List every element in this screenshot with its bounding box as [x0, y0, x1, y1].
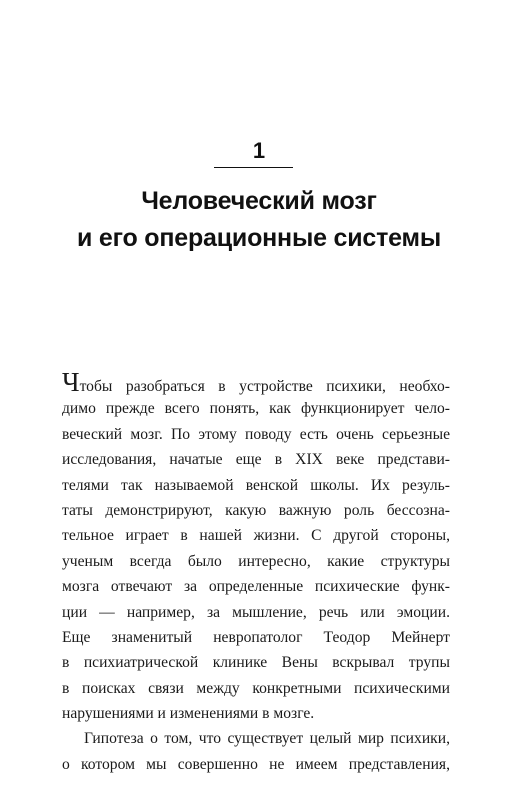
chapter-number: 1 — [252, 138, 266, 163]
chapter-title — [0, 183, 518, 257]
text-line: таты демонстрируют, какую важную роль бессозна- — [62, 501, 450, 519]
paragraph-1 — [62, 367, 450, 726]
text-line: ученым всегда было интересно, какие структуры — [62, 552, 450, 570]
paragraph-2 — [62, 726, 450, 777]
chapter-title-line-1: Человеческий мозг — [141, 187, 377, 215]
text-line: веческий мозг. По этому поводу есть очень серьезные — [62, 425, 450, 443]
chapter-title-line-2: и его операционные системы — [76, 224, 441, 252]
text-line: мозга отвечают за определенные психические функ- — [62, 578, 450, 596]
text-line: Еще знаменитый невропатолог Теодор Мейнерт — [62, 628, 450, 646]
drop-cap: Ч — [62, 367, 80, 397]
text-line — [62, 367, 450, 397]
text-line: в поисках связи между конкретными психическими — [62, 679, 450, 697]
text-line: телями так называемой венской школы. Их резуль- — [62, 476, 450, 494]
text-line: в психиатрической клинике Вены вскрывал трупы — [62, 654, 450, 672]
text-line: тельное играет в нашей жизни. С другой стороны, — [62, 527, 450, 545]
text-line: нарушениями и изменениями в мозге. — [62, 705, 315, 723]
text-line: о котором мы совершенно не имеем представления, — [62, 755, 450, 773]
text-line-content: тобы разобраться в устройстве психики, необхо- — [79, 378, 450, 395]
text-line: ции — например, за мышление, речь или эмоции. — [62, 603, 450, 621]
text-line: Гипотеза о том, что существует целый мир психики, — [84, 730, 450, 748]
text-line: димо прежде всего понять, как функционирует чело- — [62, 400, 450, 418]
body-text — [62, 367, 450, 777]
text-line: исследования, начатые еще в XIX веке представи- — [62, 451, 450, 469]
chapter-rule — [214, 167, 293, 168]
